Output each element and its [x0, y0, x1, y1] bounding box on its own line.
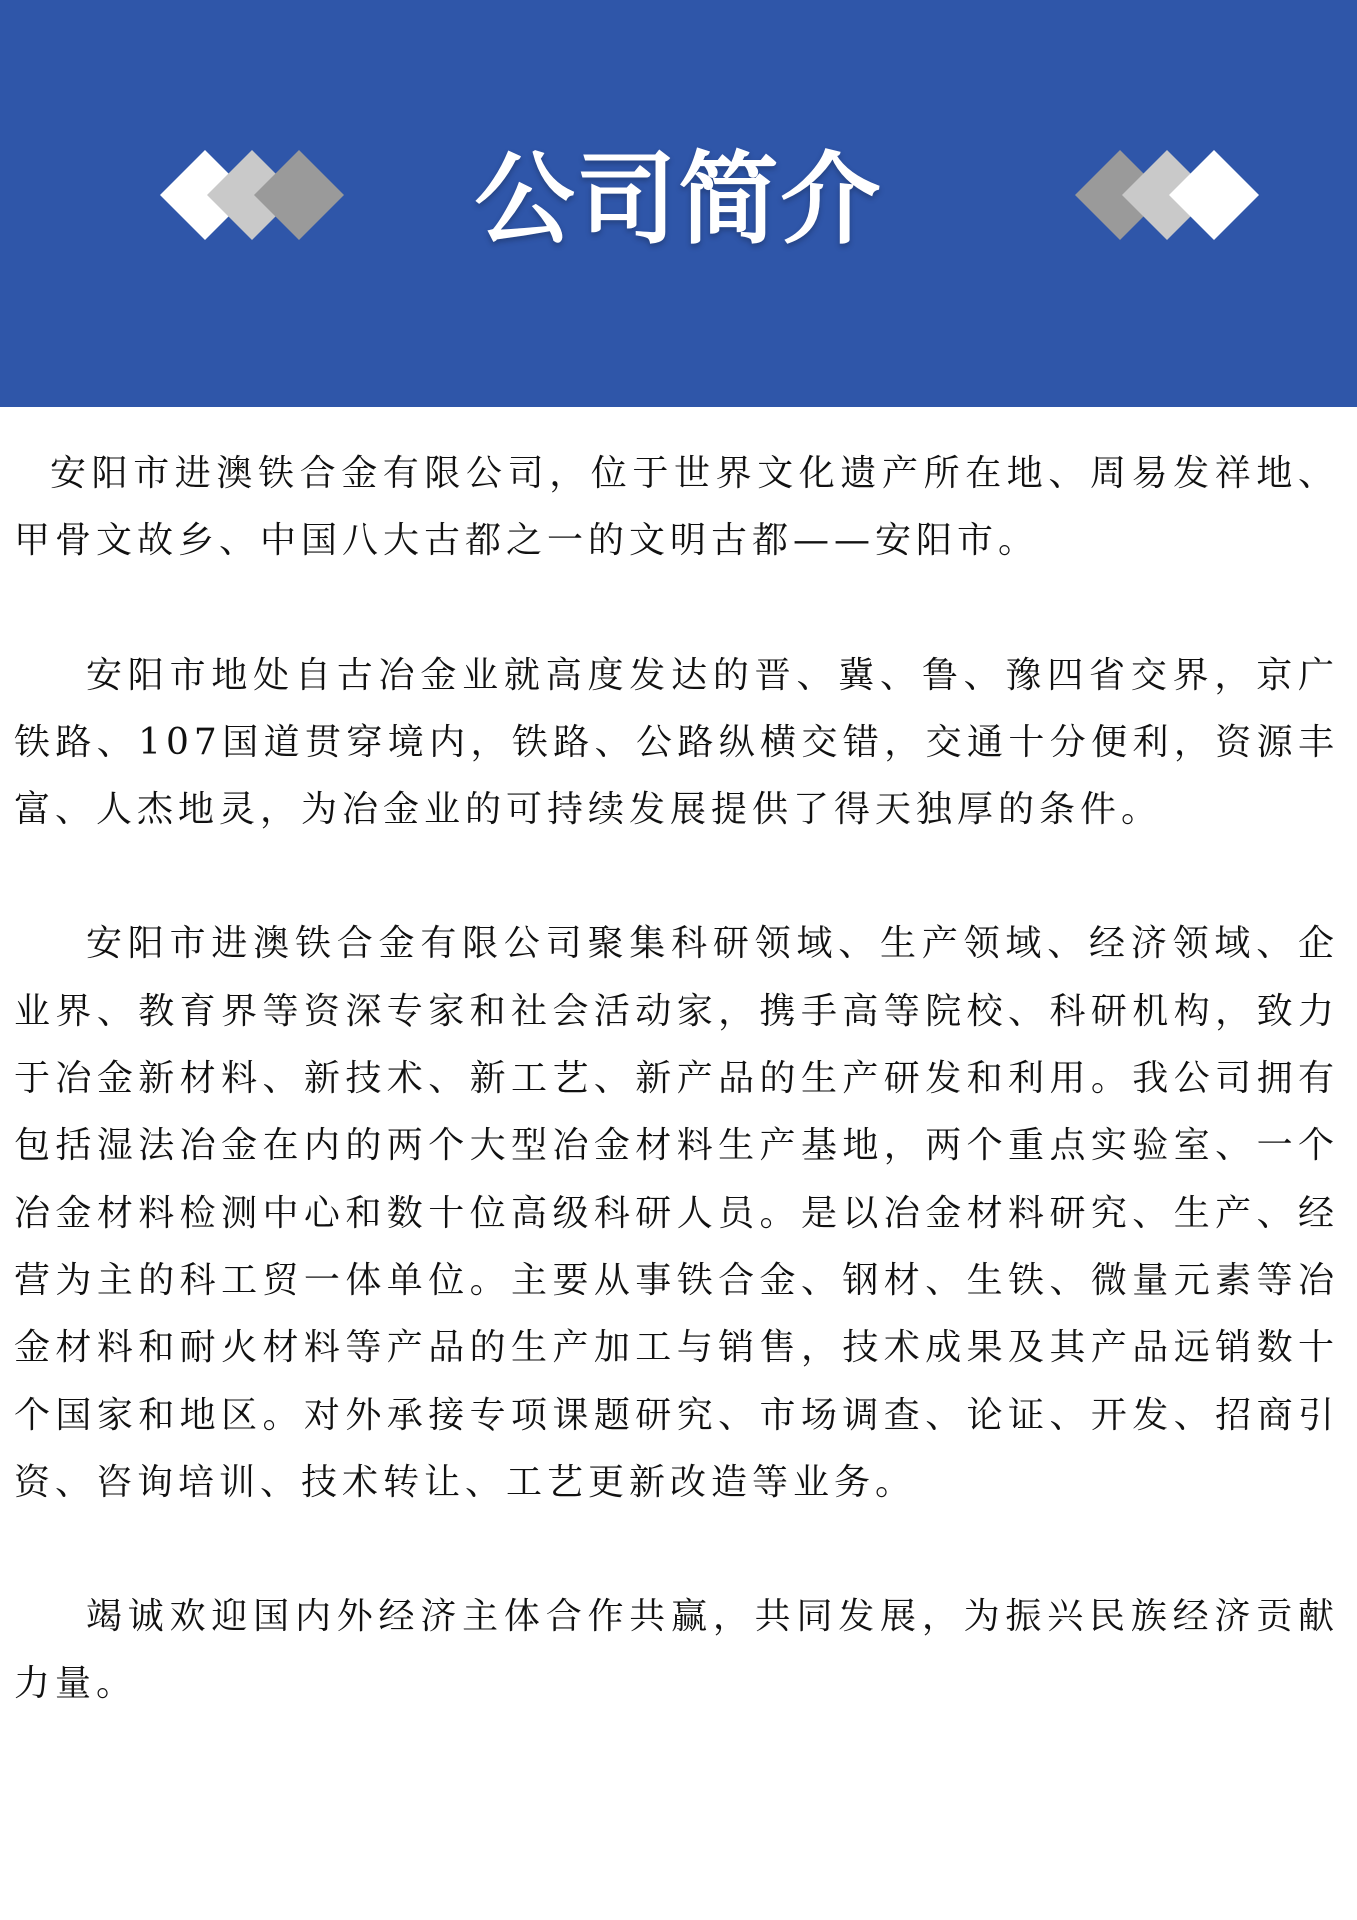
page-title: 公司简介	[474, 141, 883, 258]
intro-body	[0, 440, 1357, 1718]
intro-paragraph-region: 安阳市地处自古冶金业就高度发达的晋、冀、鲁、豫四省交界，京广铁路、107国道贯穿境内，铁路、公路纵横交错，交通十分便利，资源丰富、人杰地灵，为冶金业的可持续发展提供了得天独厚的条件。	[14, 654, 1339, 831]
intro-paragraph-location: 安阳市进澳铁合金有限公司，位于世界文化遗产所在地、周易发祥地、甲骨文故乡、中国八大古都之一的文明古都——安阳市。	[14, 453, 1339, 562]
header-banner	[0, 0, 1357, 407]
intro-paragraph-business: 安阳市进澳铁合金有限公司聚集科研领域、生产领域、经济领域、企业界、教育界等资深专家和社会活动家，携手高等院校、科研机构，致力于冶金新材料、新技术、新工艺、新产品的生产研发和利用。我公司拥有包括湿法冶金在内的两个大型冶金材料生产基地，两个重点实验室、一个冶金材料检测中心和数十位高级科研人员。是以冶金材料研究、生产、经营为主的科工贸一体单位。主要从事铁合金、钢材、生铁、微量元素等冶金材料和耐火材料等产品的生产加工与销售，技术成果及其产品远销数十个国家和地区。对外承接专项课题研究、市场调查、论证、开发、招商引资、咨询培训、技术转让、工艺更新改造等业务。	[14, 923, 1339, 1503]
diamond-decoration-right-icon	[1065, 140, 1285, 250]
intro-paragraph-welcome: 竭诚欢迎国内外经济主体合作共赢，共同发展，为振兴民族经济贡献力量。	[14, 1596, 1339, 1705]
